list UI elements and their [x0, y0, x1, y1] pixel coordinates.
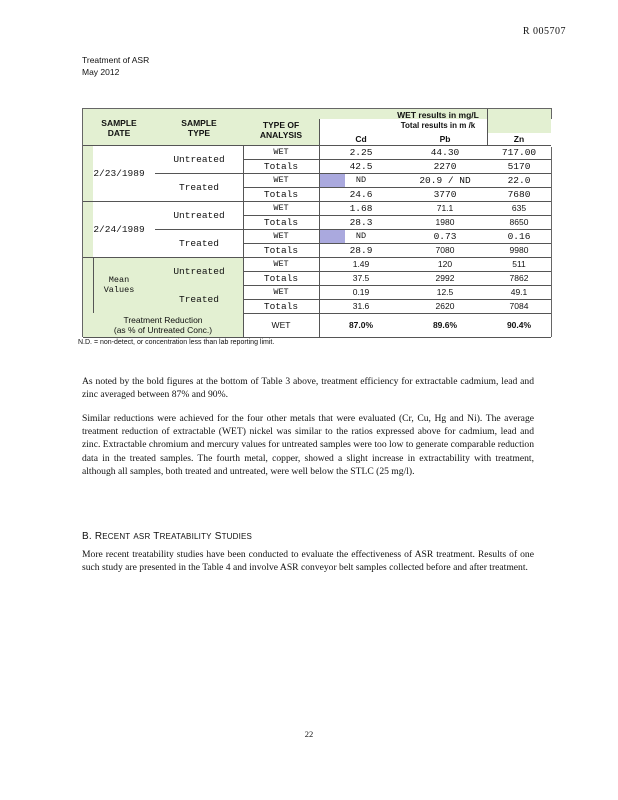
cd-cell: 28.9: [349, 244, 373, 256]
pb-cell: 2992: [435, 273, 455, 283]
date-2-23-1989: 2/23/1989: [93, 167, 145, 179]
type-untreated-1: Untreated: [173, 153, 225, 165]
running-header-title: Treatment of ASR: [82, 55, 150, 65]
type-treated-1: Treated: [179, 181, 219, 193]
type-treated-mean: Treated: [179, 293, 219, 305]
reduction-analysis: WET: [271, 320, 291, 330]
pb-cell: 120: [437, 259, 453, 269]
header-type-of-analysis: TYPE OF ANALYSIS: [259, 120, 303, 140]
pb-cell: 1980: [435, 217, 455, 227]
zn-cell: 0.16: [507, 230, 531, 242]
reduction-cd: 87.0%: [348, 320, 374, 330]
paragraph-similar-reductions: Similar reductions were achieved for the four other metals that were evaluated (Cr, Cu, Hg and Ni). The average treatment reduction of extractable (WET) nickel was similar to the ratios expressed above for cadmium, lead and zinc. Extractable chromium and mercury values for untreated samples were too low to generate comparable reduction data in the treated samples. The fourth metal, copper, showed a slight increase in extractability with treatment, although all samples, both treated and untreated, were well below the STLC (25 mg/l).: [82, 413, 534, 477]
zn-cell: 635: [511, 203, 527, 213]
analysis-cell: WET: [273, 147, 289, 157]
zn-cell: 511: [512, 259, 526, 269]
cd-cell: ND: [355, 175, 367, 185]
pb-cell: 12.5: [436, 287, 454, 297]
analysis-cell: WET: [273, 287, 289, 297]
header-sample-type: SAMPLE TYPE: [181, 118, 217, 138]
pb-cell: 20.9 / ND: [419, 174, 471, 186]
bates-number: R 005707: [522, 26, 566, 37]
cd-cell: ND: [355, 231, 367, 241]
cd-cell: 28.3: [349, 216, 373, 228]
analysis-cell: Totals: [263, 300, 299, 312]
analysis-cell: WET: [273, 203, 289, 213]
paragraph-treatment-efficiency: As noted by the bold figures at the bottom of Table 3 above, treatment efficiency for extractable cadmium, lead and zinc averaged between 87% and 90%.: [82, 376, 534, 401]
cd-cell: 2.25: [349, 146, 373, 158]
pb-cell: 3770: [433, 188, 457, 200]
reduction-zn: 90.4%: [506, 320, 532, 330]
cd-cell: 37.5: [352, 273, 370, 283]
cd-cell: 0.19: [352, 287, 370, 297]
analysis-cell: Totals: [263, 272, 299, 284]
pb-cell: 7080: [435, 245, 455, 255]
page-number: 22: [304, 729, 314, 739]
zn-cell: 9980: [509, 245, 529, 255]
reduction-pb: 89.6%: [432, 320, 458, 330]
pb-cell: 0.73: [433, 230, 457, 242]
section-heading-b: B. RECENT ASR TREATABILITY STUDIES: [82, 531, 253, 542]
type-untreated-mean: Untreated: [173, 265, 225, 277]
mean-values-label: Mean Values: [103, 275, 135, 295]
zn-cell: 8650: [509, 217, 529, 227]
header-results-total: Total results in m /k: [400, 121, 476, 130]
analysis-cell: Totals: [263, 188, 299, 200]
header-cd: Cd: [355, 134, 367, 144]
pb-cell: 44.30: [430, 146, 460, 158]
analysis-cell: WET: [273, 175, 289, 185]
paragraph-recent-studies: More recent treatability studies have been conducted to evaluate the effectiveness of ASR treatment. Results of one such study are presented in the Table 4 and involve ASR conveyor belt samples collected before and after treatment.: [82, 549, 534, 574]
analysis-cell: Totals: [263, 160, 299, 172]
cd-cell: 1.68: [349, 202, 373, 214]
analysis-cell: WET: [273, 231, 289, 241]
header-zn: Zn: [513, 134, 525, 144]
results-table: [82, 108, 552, 337]
type-untreated-2: Untreated: [173, 209, 225, 221]
zn-cell: 7084: [509, 301, 529, 311]
analysis-cell: WET: [273, 259, 289, 269]
zn-cell: 717.00: [501, 146, 537, 158]
header-sample-date: SAMPLE DATE: [101, 118, 137, 138]
cd-cell: 42.5: [349, 160, 373, 172]
zn-cell: 49.1: [510, 287, 528, 297]
zn-cell: 22.0: [507, 174, 531, 186]
running-header-date: May 2012: [82, 67, 120, 77]
pb-cell: 71.1: [436, 203, 454, 213]
pb-cell: 2620: [435, 301, 455, 311]
header-pb: Pb: [439, 134, 451, 144]
analysis-cell: Totals: [263, 216, 299, 228]
cd-cell: 1.49: [352, 259, 370, 269]
zn-cell: 7862: [509, 273, 529, 283]
analysis-cell: Totals: [263, 244, 299, 256]
cd-cell: 24.6: [349, 188, 373, 200]
cd-cell: 31.6: [352, 301, 370, 311]
type-treated-2: Treated: [179, 237, 219, 249]
date-2-24-1989: 2/24/1989: [93, 223, 145, 235]
header-results-wet: WET results in mg/L: [397, 110, 479, 120]
zn-cell: 7680: [507, 188, 531, 200]
reduction-label: Treatment Reduction (as % of Untreated Conc.): [113, 315, 213, 335]
table-footnote: N.D. = non-detect, or concentration less than lab reporting limit.: [78, 339, 275, 346]
pb-cell: 2270: [433, 160, 457, 172]
zn-cell: 5170: [507, 160, 531, 172]
